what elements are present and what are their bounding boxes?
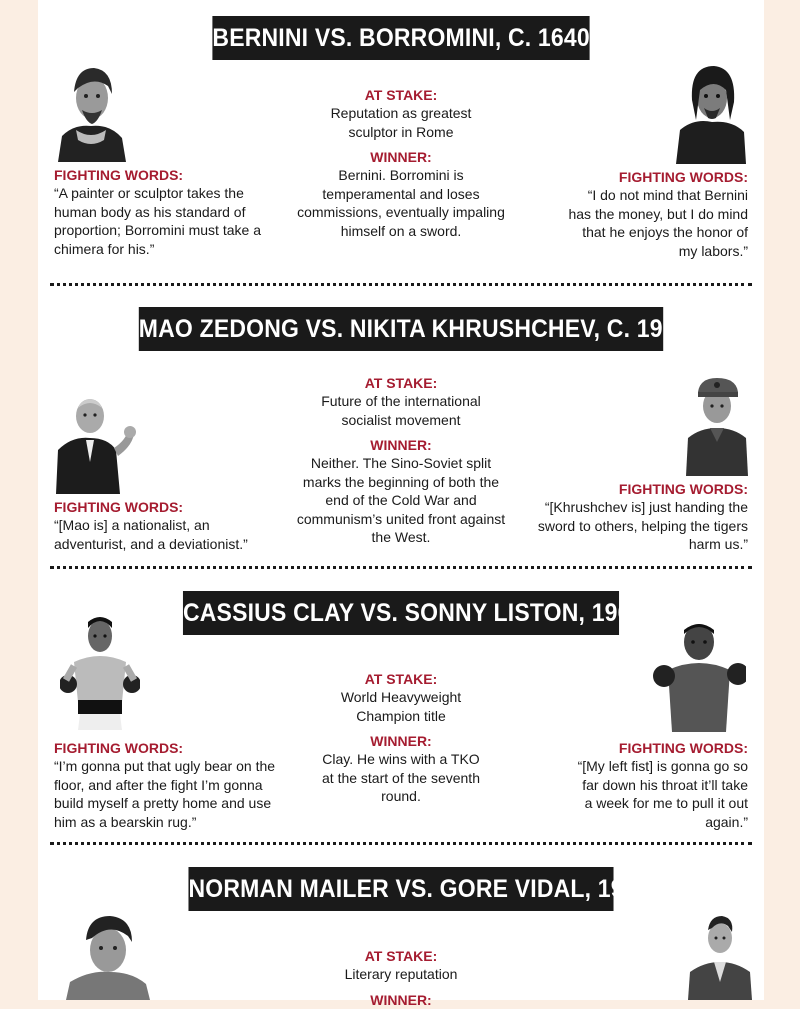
winner-label: WINNER: (370, 437, 432, 453)
at-stake-text: World Heavyweight Champion title (340, 689, 462, 724)
fighting-words-quote: “A painter or sculptor takes the human body as his standard of proportion; Borromini must take a chimera for his.” (54, 185, 261, 257)
at-stake-label: AT STAKE: (364, 87, 438, 103)
infographic-panel (38, 0, 764, 1008)
at-stake-label: AT STAKE: (364, 948, 438, 964)
matchup-title: NORMAN MAILER VS. GORE VIDAL, 1978 (188, 867, 613, 911)
at-stake-text: Reputation as greatest sculptor in Rome (330, 105, 472, 140)
winner-label: WINNER: (370, 733, 432, 749)
matchup-title: CASSIUS CLAY VS. SONNY LISTON, 1964 (183, 591, 619, 635)
matchup-title: MAO ZEDONG VS. NIKITA KHRUSHCHEV, C. 1960 (139, 307, 663, 351)
fighting-words-label: FIGHTING WORDS: (54, 167, 184, 183)
fighting-words-label: FIGHTING WORDS: (618, 169, 748, 185)
fighting-words-quote: “I’m gonna put that ugly bear on the floor, and after the fight I’m gonna build myself a pretty home and use him as a bearskin rug.” (54, 758, 276, 830)
stake-and-winner (286, 948, 516, 1009)
winner-text: Bernini. Borromini is temperamental and loses commissions, eventually impaling himself on a sword. (297, 167, 505, 239)
matchup-title: BERNINI VS. BORROMINI, C. 1640 (212, 16, 589, 60)
winner-label: WINNER: (370, 991, 432, 1008)
at-stake-label: AT STAKE: (364, 671, 438, 687)
matchup-mailer-vidal (38, 0, 764, 1008)
fighting-words-label: FIGHTING WORDS: (618, 481, 748, 497)
winner-text: Clay. He wins with a TKO at the start of the seventh round. (322, 751, 480, 804)
vidal-portrait (688, 912, 752, 1000)
winner-label: WINNER: (370, 149, 432, 165)
fighting-words-quote: “I do not mind that Bernini has the money, but I do mind that he enjoys the honor of my labors.” (568, 187, 748, 259)
fighting-words-quote: “[Khrushchev is] just handing the sword to others, helping the tigers harm us.” (537, 499, 748, 552)
fighting-words-label: FIGHTING WORDS: (54, 740, 184, 756)
mailer-portrait (62, 912, 156, 1000)
at-stake-text: Future of the international socialist movement (321, 393, 481, 428)
fighting-words-quote: “[Mao is] a nationalist, an adventurist, and a deviationist.” (54, 517, 248, 552)
winner-text: Neither. The Sino-Soviet split marks the beginning of both the end of the Cold War and communism’s united front against the West. (296, 455, 506, 545)
fighting-words-label: FIGHTING WORDS: (618, 740, 748, 756)
fighting-words-label: FIGHTING WORDS: (54, 499, 184, 515)
at-stake-label: AT STAKE: (364, 375, 438, 391)
at-stake-text: Literary reputation (344, 966, 458, 982)
fighting-words-quote: “[My left fist] is gonna go so far down his throat it’ll take a week for me to pull it out again.” (577, 758, 748, 830)
